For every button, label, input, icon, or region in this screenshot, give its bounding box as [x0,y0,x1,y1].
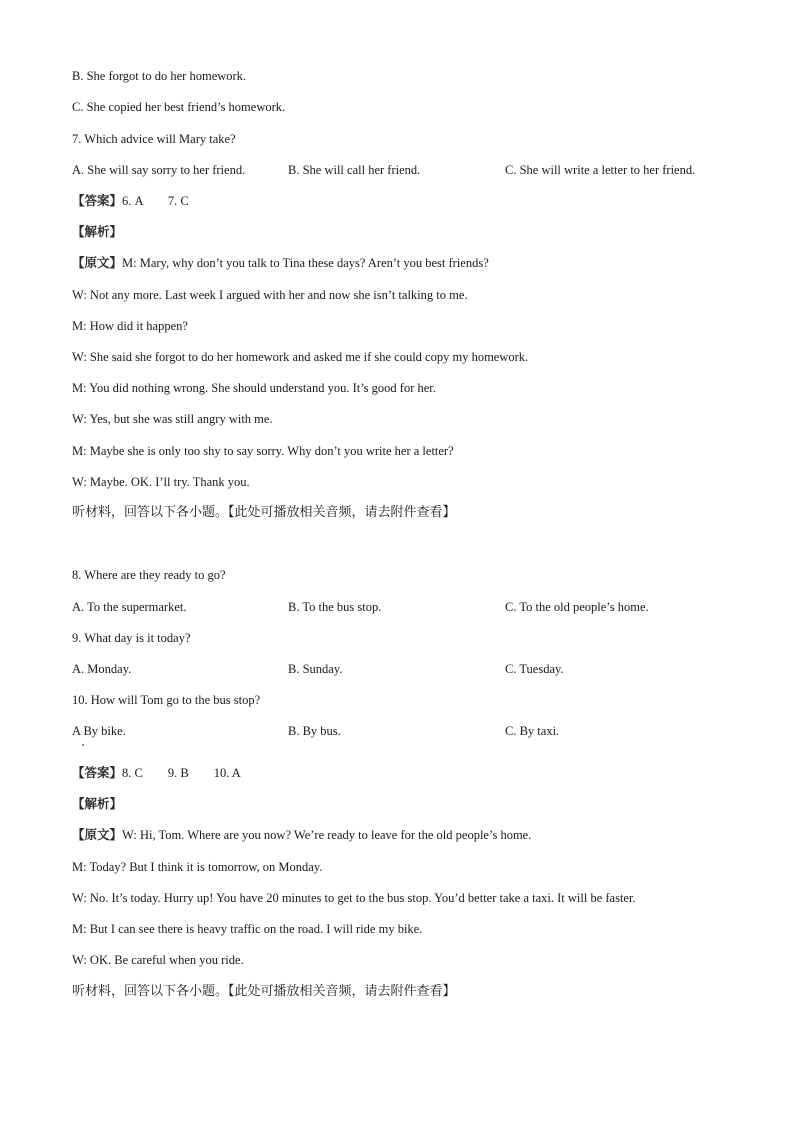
q7-option-a: A. She will say sorry to her friend. [72,163,246,177]
transcript-line: W: Maybe. OK. I’ll try. Thank you. [72,475,250,489]
analysis-label: 【解析】 [72,796,123,811]
transcript-line: W: She said she forgot to do her homework and asked me if she could copy my homework. [72,350,529,364]
transcript-line: M: Maybe she is only too shy to say sorry. Why don’t you write her a letter? [72,444,454,458]
listen-instruction: 听材料，回答以下各小题。【此处可播放相关音频，请去附件查看】 [72,505,456,520]
answer-line-1 [72,193,189,209]
transcript-line: M: How did it happen? [72,319,188,333]
q8-question: 8. Where are they ready to go? [72,568,226,582]
stray-dot [82,744,84,746]
q8-option-b: B. To the bus stop. [288,600,382,614]
answer-line-2 [72,765,241,781]
answer-label: 【答案】 [72,765,123,780]
q9-option-b: B. Sunday. [288,662,343,676]
transcript-line: M: But I can see there is heavy traffic on the road. I will ride my bike. [72,922,423,936]
q7-option-b: B. She will call her friend. [288,163,421,177]
transcript-label: 【原文】 [72,827,123,842]
transcript-line: W: OK. Be careful when you ride. [72,953,244,967]
q10-option-c: C. By taxi. [505,724,560,738]
transcript-line [72,255,489,271]
q6-option-c: C. She copied her best friend’s homework. [72,100,286,114]
transcript-line: W: No. It’s today. Hurry up! You have 20 minutes to get to the bus stop. You’d better take a taxi. It will be faster. [72,891,636,905]
q9-question: 9. What day is it today? [72,631,191,645]
q6-option-b: B. She forgot to do her homework. [72,69,247,83]
answer-text: 6. A 7. C [122,194,189,208]
listen-instruction: 听材料，回答以下各小题。【此处可播放相关音频，请去附件查看】 [72,984,456,999]
answer-text: 8. C 9. B 10. A [122,766,241,780]
q8-option-c: C. To the old people’s home. [505,600,649,614]
transcript-label: 【原文】 [72,255,123,270]
transcript-line: M: You did nothing wrong. She should understand you. It’s good for her. [72,381,436,395]
q10-question: 10. How will Tom go to the bus stop? [72,693,261,707]
q9-option-c: C. Tuesday. [505,662,564,676]
analysis-label: 【解析】 [72,224,123,239]
q8-option-a: A. To the supermarket. [72,600,187,614]
answer-label: 【答案】 [72,193,123,208]
transcript-line: W: Not any more. Last week I argued with her and now she isn’t talking to me. [72,288,468,302]
transcript-text: W: Hi, Tom. Where are you now? We’re ready to leave for the old people’s home. [122,828,532,842]
transcript-line: M: Today? But I think it is tomorrow, on Monday. [72,860,323,874]
q7-question: 7. Which advice will Mary take? [72,132,236,146]
q9-option-a: A. Monday. [72,662,132,676]
q10-option-a: A By bike. [72,724,126,738]
q10-option-b: B. By bus. [288,724,341,738]
transcript-line: W: Yes, but she was still angry with me. [72,412,273,426]
q7-option-c: C. She will write a letter to her friend. [505,163,696,177]
transcript-line [72,827,531,843]
transcript-text: M: Mary, why don’t you talk to Tina these days? Aren’t you best friends? [122,256,489,270]
